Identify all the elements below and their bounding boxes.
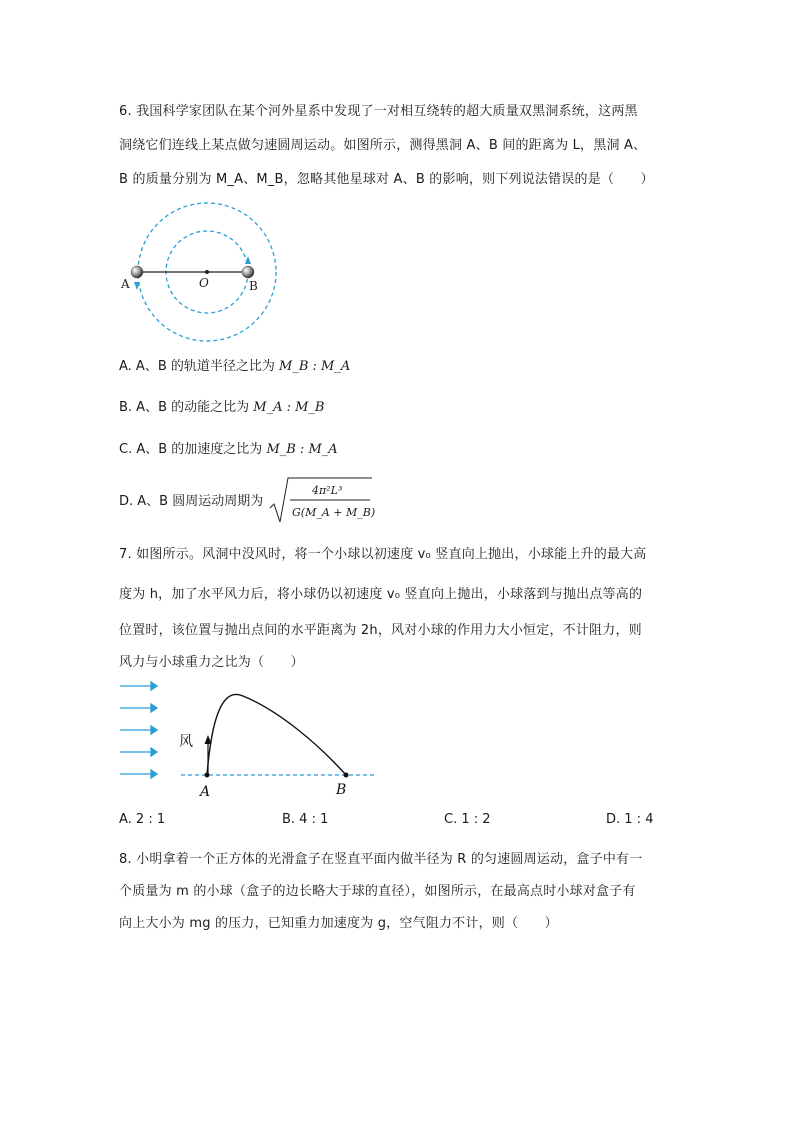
velocity-arrow-head-icon <box>205 735 212 744</box>
q7-stem-line-4: 风力与小球重力之比为（ ） <box>119 655 304 670</box>
q7-option-d[interactable]: D. 1 : 4 <box>606 812 654 827</box>
q6-option-d-formula <box>268 474 378 526</box>
wind-arrows <box>120 682 157 778</box>
black-hole-A <box>131 266 143 278</box>
q6-stem-line-3: B 的质量分别为 M_A、M_B，忽略其他星球对 A、B 的影响，则下列说法错误的是（ ） <box>119 172 654 187</box>
svg-text:G(M_A + M_B): G(M_A + M_B) <box>292 506 376 519</box>
q7-option-b[interactable]: B. 4 : 1 <box>282 812 329 827</box>
label-A: A <box>200 784 211 800</box>
point-B <box>344 773 349 778</box>
q6-option-c[interactable]: C. A、B 的加速度之比为 M_B : M_A <box>119 442 338 457</box>
label-O: O <box>199 276 209 290</box>
q6-binary-orbit-figure <box>115 198 285 348</box>
q8-stem-line-3: 向上大小为 mg 的压力，已知重力加速度为 g，空气阻力不计，则（ ） <box>119 916 558 931</box>
wind-label: 风 <box>179 734 193 750</box>
q7-stem-line-3: 位置时，该位置与抛出点间的水平距离为 2h，风对小球的作用力大小恒定，不计阻力，则 <box>119 623 642 638</box>
q6-stem-line-2: 洞绕它们连线上某点做匀速圆周运动。如图所示，测得黑洞 A、B 间的距离为 L，黑洞 A、 <box>119 138 647 153</box>
q6-option-a[interactable]: A. A、B 的轨道半径之比为 M_B : M_A <box>119 359 351 374</box>
q6-option-b[interactable]: B. A、B 的动能之比为 M_A : M_B <box>119 400 325 415</box>
q7-option-c[interactable]: C. 1 : 2 <box>444 812 491 827</box>
q8-stem-line-2: 个质量为 m 的小球（盒子的边长略大于球的直径），如图所示，在最高点时小球对盒子有 <box>119 884 636 899</box>
label-B: B <box>336 782 347 798</box>
black-hole-B <box>242 266 254 278</box>
svg-text:4π²L³: 4π²L³ <box>312 484 343 497</box>
q7-wind-tunnel-figure <box>115 676 385 802</box>
trajectory <box>207 694 346 775</box>
q7-option-a[interactable]: A. 2 : 1 <box>119 812 166 827</box>
q7-stem-line-1: 7. 如图所示。风洞中没风时，将一个小球以初速度 v₀ 竖直向上抛出，小球能上升的最大高 <box>119 547 647 562</box>
arrow-B-icon <box>245 256 251 264</box>
point-A <box>205 773 210 778</box>
arrow-A-icon <box>134 282 140 290</box>
q8-stem-line-1: 8. 小明拿着一个正方体的光滑盒子在竖直平面内做半径为 R 的匀速圆周运动，盒子中有一 <box>119 852 643 867</box>
label-A: A <box>121 277 130 291</box>
center-point-O <box>205 270 209 274</box>
q6-stem-line-1: 6. 我国科学家团队在某个河外星系中发现了一对相互绕转的超大质量双黑洞系统，这两黑 <box>119 104 638 119</box>
label-B: B <box>249 279 258 293</box>
q6-option-d[interactable]: D. A、B 圆周运动周期为 <box>119 494 264 509</box>
q7-stem-line-2: 度为 h，加了水平风力后，将小球仍以初速度 v₀ 竖直向上抛出，小球落到与抛出点等高的 <box>119 587 643 602</box>
